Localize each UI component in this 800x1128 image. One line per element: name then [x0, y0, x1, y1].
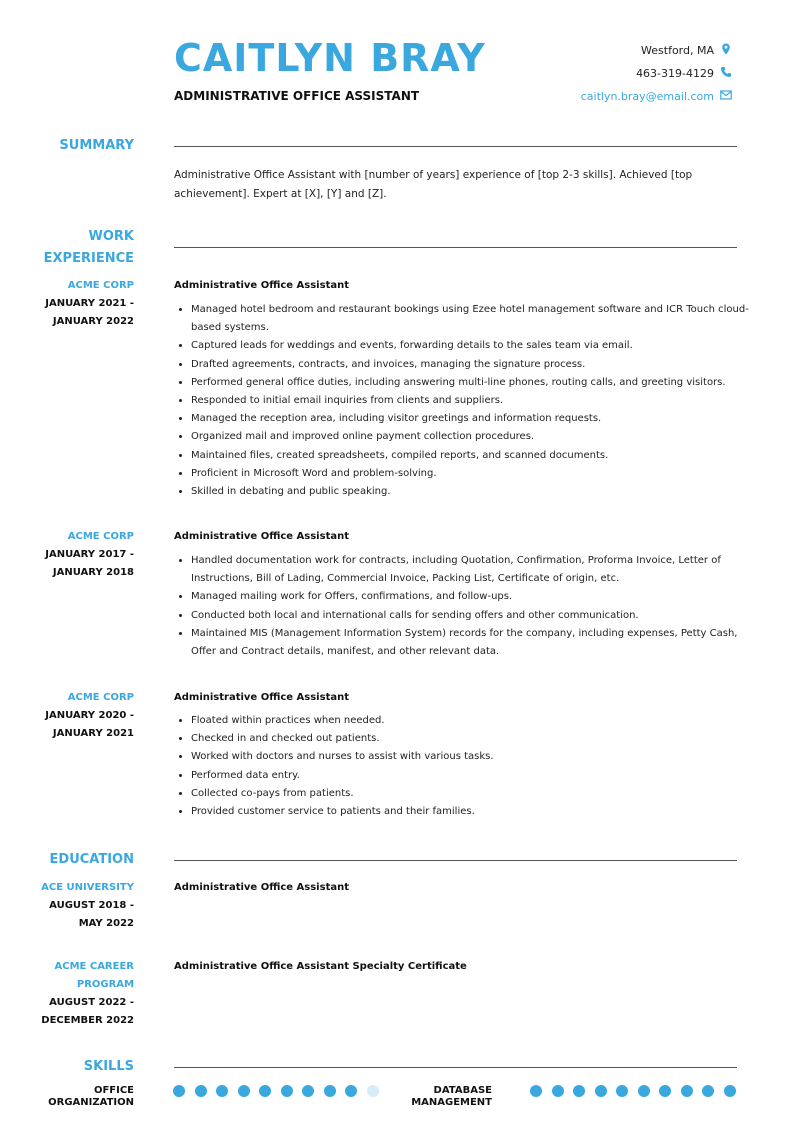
section-divider — [174, 247, 737, 248]
education-degree: Administrative Office Assistant — [174, 882, 349, 893]
education-meta — [0, 879, 134, 933]
list-item: • Managed the reception area, including visitor greetings and information requests. — [191, 410, 751, 428]
envelope-icon — [720, 89, 732, 104]
education-date-end: DECEMBER 2022 — [41, 1015, 134, 1026]
list-item: • Managed hotel bedroom and restaurant bookings using Ezee hotel management software and ICR Touch cloud-based systems. — [191, 301, 751, 337]
location-pin-icon — [720, 43, 732, 58]
list-item: • Organized mail and improved online payment collection procedures. — [191, 428, 751, 446]
rating-dot-filled — [281, 1085, 293, 1097]
list-item: • Floated within practices when needed. — [191, 712, 751, 730]
education-date-start: AUGUST 2022 - — [49, 997, 134, 1008]
rating-dot-filled — [345, 1085, 357, 1097]
rating-dot-filled — [195, 1085, 207, 1097]
job-meta — [0, 689, 134, 743]
job-date-end: JANUARY 2022 — [52, 316, 134, 327]
rating-dot-filled — [259, 1085, 271, 1097]
list-item: • Managed mailing work for Offers, confirmations, and follow-ups. — [191, 588, 751, 606]
phone-text: 463-319-4129 — [636, 67, 714, 80]
skill-rating — [173, 1085, 379, 1097]
section-divider — [174, 146, 737, 147]
rating-dot-filled — [702, 1085, 714, 1097]
rating-dot-filled — [724, 1085, 736, 1097]
skill-name-line1: OFFICE — [93, 1085, 134, 1096]
rating-dot-filled — [324, 1085, 336, 1097]
job-meta — [0, 528, 134, 582]
skill-name-line2: ORGANIZATION — [48, 1097, 134, 1108]
education-meta — [0, 958, 134, 1030]
education-date-end: MAY 2022 — [78, 918, 134, 929]
rating-dot-filled — [530, 1085, 542, 1097]
phone-row — [636, 66, 732, 81]
rating-dot-filled — [616, 1085, 628, 1097]
list-item: • Skilled in debating and public speaking. — [191, 483, 751, 501]
list-item: • Maintained files, created spreadsheets, compiled reports, and scanned documents. — [191, 447, 751, 465]
list-item: • Performed data entry. — [191, 767, 751, 785]
rating-dot-filled — [216, 1085, 228, 1097]
job-bullets — [174, 301, 751, 501]
summary-text: Administrative Office Assistant with [number of years] experience of [top 2-3 skills]. Achieved [top achievement]. Expert at [X], [Y] and [Z]. — [174, 169, 693, 200]
section-divider — [174, 1067, 737, 1068]
education-degree: Administrative Office Assistant Specialty Certificate — [174, 961, 467, 972]
list-item: • Proficient in Microsoft Word and problem-solving. — [191, 465, 751, 483]
job-bullets — [174, 552, 751, 661]
rating-dot-filled — [302, 1085, 314, 1097]
work-heading — [0, 226, 134, 270]
list-item: • Provided customer service to patients and their families. — [191, 803, 751, 821]
job-meta — [0, 277, 134, 331]
job-date-start: JANUARY 2017 - — [45, 549, 134, 560]
candidate-title: ADMINISTRATIVE OFFICE ASSISTANT — [174, 89, 420, 103]
list-item: • Conducted both local and international calls for sending offers and other communication. — [191, 607, 751, 625]
work-heading-line2: EXPERIENCE — [43, 251, 134, 266]
rating-dot-filled — [238, 1085, 250, 1097]
candidate-name: CAITLYN BRAY — [174, 36, 486, 80]
education-heading: EDUCATION — [49, 852, 134, 867]
list-item: • Drafted agreements, contracts, and invoices, managing the signature process. — [191, 356, 751, 374]
rating-dot-filled — [573, 1085, 585, 1097]
list-item: • Maintained MIS (Management Information System) records for the company, including expenses, Petty Cash, Offer and Contract details, manifest, and other relevant data. — [191, 625, 751, 661]
job-role: Administrative Office Assistant — [174, 531, 349, 542]
job-company: ACME CORP — [67, 531, 134, 542]
job-role: Administrative Office Assistant — [174, 280, 349, 291]
skill-name-line2: MANAGEMENT — [411, 1097, 492, 1108]
summary-heading: SUMMARY — [59, 138, 134, 153]
location-row — [641, 43, 732, 58]
list-item: • Worked with doctors and nurses to assist with various tasks. — [191, 748, 751, 766]
education-school: ACE UNIVERSITY — [41, 882, 134, 893]
skill-name — [360, 1085, 492, 1109]
rating-dot-filled — [659, 1085, 671, 1097]
rating-dot-filled — [638, 1085, 650, 1097]
rating-dot-filled — [681, 1085, 693, 1097]
job-role: Administrative Office Assistant — [174, 692, 349, 703]
list-item: • Captured leads for weddings and events, forwarding details to the sales team via email. — [191, 337, 751, 355]
list-item: • Checked in and checked out patients. — [191, 730, 751, 748]
education-school-line1: ACME CAREER — [54, 961, 134, 972]
location-text: Westford, MA — [641, 44, 714, 57]
rating-dot-filled — [173, 1085, 185, 1097]
list-item: • Handled documentation work for contracts, including Quotation, Confirmation, Proforma Invoice, Letter of Instructions, Bill of Lading, Commercial Invoice, Packing List, Certificate of origin, etc. — [191, 552, 751, 588]
list-item: • Performed general office duties, including answering multi-line phones, routing calls, and greeting visitors. — [191, 374, 751, 392]
education-date-start: AUGUST 2018 - — [49, 900, 134, 911]
rating-dot-filled — [595, 1085, 607, 1097]
skills-heading: SKILLS — [83, 1059, 134, 1074]
job-date-end: JANUARY 2021 — [52, 728, 134, 739]
email-link[interactable]: caitlyn.bray@email.com — [580, 90, 714, 103]
job-company: ACME CORP — [67, 280, 134, 291]
skill-name-line1: DATABASE — [433, 1085, 492, 1096]
section-divider — [174, 860, 737, 861]
job-date-end: JANUARY 2018 — [52, 567, 134, 578]
list-item: • Collected co-pays from patients. — [191, 785, 751, 803]
job-bullets — [174, 712, 751, 821]
rating-dot-filled — [552, 1085, 564, 1097]
job-date-start: JANUARY 2021 - — [45, 298, 134, 309]
phone-icon — [720, 66, 732, 81]
job-company: ACME CORP — [67, 692, 134, 703]
work-heading-line1: WORK — [88, 229, 134, 244]
skill-rating — [530, 1085, 736, 1097]
email-row[interactable] — [581, 89, 732, 104]
list-item: • Responded to initial email inquiries from clients and suppliers. — [191, 392, 751, 410]
skill-name — [0, 1085, 134, 1109]
education-school-line2: PROGRAM — [76, 979, 134, 990]
job-date-start: JANUARY 2020 - — [45, 710, 134, 721]
